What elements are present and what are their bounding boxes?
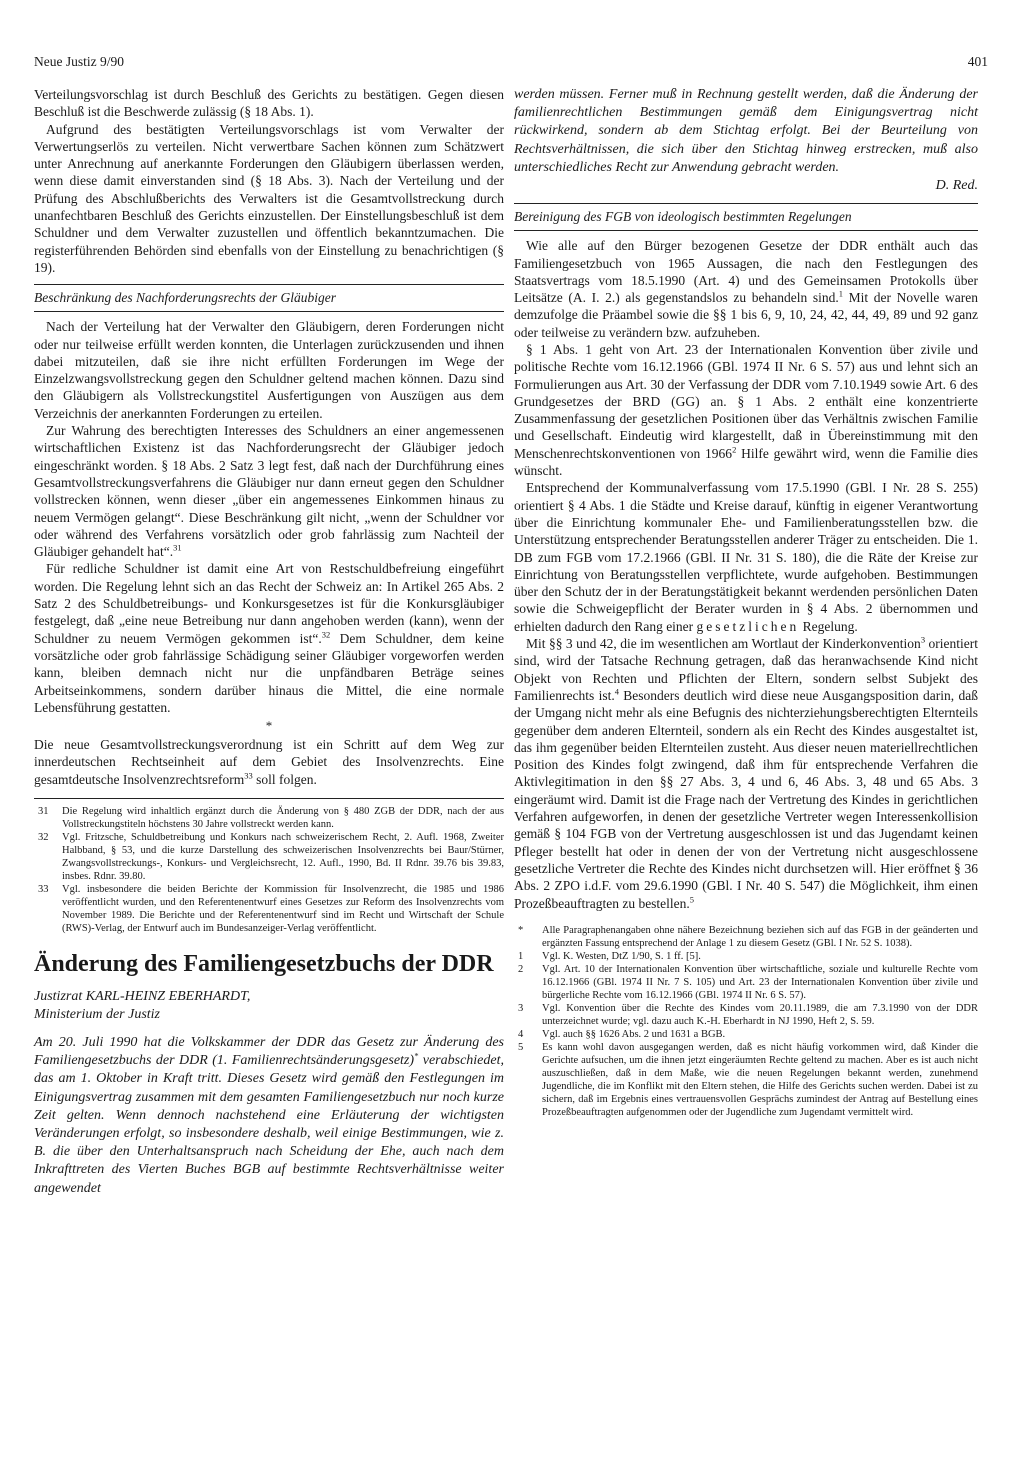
- footnote-number: 4: [518, 1028, 524, 1040]
- editorial-signature: D. Red.: [935, 178, 978, 194]
- footnote-ref: 3: [920, 634, 926, 645]
- footnote: [34, 805, 504, 831]
- footnote-text: Vgl. Art. 10 der Internationalen Konvention über wirtschaftliche, soziale und kulturelle Rechte vom 16.12.1966 (GBl. 1974 II Nr. 7 S. 105) und Art. 23 der Internationalen Konvention über zivile und bürgerliche Rechte vom 16.12.1966 (GBl. 1974 II Nr. 6 S. 57).: [542, 963, 978, 1001]
- footnote-ref: 4: [614, 686, 619, 697]
- footnote-ref: 5: [689, 894, 695, 904]
- article-lead-continued: [514, 86, 978, 195]
- footnote-number: 3: [518, 1002, 524, 1014]
- footnote-text: Alle Paragraphenangaben ohne nähere Bezeichnung beziehen sich auf das FGB in der geänderten und ergänzten Fassung entsprechend der Anlage 1 zu diesem Gesetz (GBl. I Nr. 52 S. 1038).: [542, 924, 978, 949]
- paragraph-text: Dem Schuldner, dem keine vorsätzliche oder grob fahrlässige Schädigung seiner Gläubiger vorgeworfen werden kann, bleiben demnach nicht nur die unpfändbaren Beträge seines Arbeitseinkommens, sondern darüber hinaus die Mittel, die eine normale Lebensführung gestatten.: [34, 630, 505, 715]
- footnote: [514, 950, 978, 963]
- footnote-number: 31: [38, 805, 49, 817]
- footnote-number: 32: [38, 831, 49, 843]
- footnote: [34, 831, 504, 883]
- footnote-ref: 32: [321, 629, 331, 640]
- footnote-text: Vgl. Fritzsche, Schuldbetreibung und Konkurs nach schweizerischem Recht, 2. Aufl. 1968, Zweiter Halbband, § 53, und die kurze Darstellung des schweizerischen Insolvenzrechts bei Baur/Stürner, Zwangsvollstreckungs-, Konkurs- und Vergleichsrecht, 12. Aufl., 1990, Bd. II Rdnr. 39.76 bis 39.83, insbes. Rdnr. 39.80.: [62, 831, 504, 882]
- footnote-text: Vgl. Konvention über die Rechte des Kindes vom 20.11.1989, die am 7.3.1990 von der DDR unterzeichnet wurde; vgl. dazu auch K.-H. Eberhardt in NJ 1990, Heft 2, S. 59.: [542, 1002, 978, 1027]
- author-name: Justizrat KARL-HEINZ EBERHARDT,: [34, 988, 251, 1004]
- footnote-number: *: [518, 924, 524, 936]
- footnote-ref: 1: [838, 288, 843, 299]
- paragraph: Verteilungsvorschlag ist durch Beschluß des Gerichts zu bestätigen. Gegen diesen Beschluß ist die Beschwerde zulässig (§ 18 Abs. 1).: [34, 87, 504, 120]
- author-affiliation: Ministerium der Justiz: [34, 1006, 160, 1022]
- footnote-ref: *: [414, 1050, 419, 1061]
- right-column: [514, 86, 978, 1119]
- article-lead: [34, 1034, 504, 1198]
- paragraph: [514, 341, 978, 479]
- footnotes-left: [34, 798, 504, 935]
- footnote-text: Die Regelung wird inhaltlich ergänzt durch die Änderung von § 480 ZGB der DDR, nach der aus Vollstreckungstiteln höchstens 30 Jahre vollstreckt werden kann.: [62, 805, 504, 830]
- paragraph-text: Zur Wahrung des berechtigten Interesses des Schuldners an einer angemessenen wirtschaftlichen Existenz ist das Nachforderungsrecht der Gläubiger jedoch eingeschränkt worden. § 18 Abs. 2 Satz 3 legt fest, daß nach der Durchführung eines Gesamtvollstreckungsverfahrens die Gläubiger nur dann erneut gegen den Schuldner vollstrecken können, wenn dieser „über ein angemessenes Einkommen hinaus zu neuem Vermögen gelangt“. Diese Beschränkung gilt nicht, „wenn der Schuldner vor oder während des Verfahrens vorsätzlich oder grob fahrlässig zum Nachteil der Gläubiger gehandelt hat“.: [34, 423, 504, 560]
- paragraph-text: Regelung.: [799, 618, 858, 634]
- footnote-ref: 2: [732, 444, 737, 455]
- footnote: [34, 883, 504, 935]
- lead-text: Am 20. Juli 1990 hat die Volkskammer der DDR das Gesetz zur Änderung des Familiengesetzbuchs der DDR (1. Familienrechtsänderungsgesetz): [34, 1034, 504, 1069]
- paragraph: [514, 635, 978, 912]
- footnote-number: 1: [518, 950, 524, 962]
- paragraph-text: Mit §§ 3 und 42, die im wesentlichen am Wortlaut der Kinderkonvention: [526, 636, 921, 652]
- section-heading: Bereinigung des FGB von ideologisch bestimmten Regelungen: [514, 203, 978, 231]
- paragraph: Nach der Verteilung hat der Verwalter den Gläubigern, deren Forderungen nicht oder nur teilweise erfüllt werden konnten, die Unterlagen zurückzusenden und ihnen dabei mitzuteilen, daß sie ihre nicht erfüllten Forderungen im Wege der Einzelzwangsvollstreckung gegen den Schuldner geltend machen können. Dazu sind den Gläubigern als Vollstreckungstitel Ausfertigungen von Auszügen aus dem Verzeichnis der anerkannten Forderungen zu erteilen.: [34, 319, 504, 421]
- paragraph: Aufgrund des bestätigten Verteilungsvorschlags ist vom Verwalter der Verwertungserlös zu verteilen. Nicht verwertbare Sachen können zum Schätzwert unter Anrechnung auf anerkannte Forderungen den Gläubigern überlassen werden, wenn diese damit einverstanden sind (§ 18 Abs. 3). Nach der Verteilung und der Prüfung des Abschlußberichts des Verwalters ist die Gesamtvollstreckung durch unanfechtbaren Beschluß des Gerichts einzustellen. Der Einstellungsbeschluß ist dem Schuldner und dem Verwalter zuzustellen und öffentlich bekanntzumachen. Die registerführenden Behörden sind ebenfalls von der Einstellung zu benachrichtigen (§ 19).: [34, 121, 504, 275]
- footnote: [514, 963, 978, 1002]
- footnote: [514, 924, 978, 950]
- paragraph-text: Die neue Gesamtvollstreckungsverordnung ist ein Schritt auf dem Weg zur innerdeutschen Rechtseinheit auf dem Gebiet des Insolvenzrechts. Eine gesamtdeutsche Insolvenzrechtsreform: [34, 737, 504, 787]
- page-number: 401: [967, 54, 988, 69]
- footnote-text: Vgl. insbesondere die beiden Berichte der Kommission für Insolvenzrecht, die 1985 und 1986 veröffentlicht wurden, und den Referentenentwurf eines Gesetzes zur Reform des Insolvenzrechts vom November 1989. Die Berichte und der Referentenentwurf sind im Recht und Wirtschaft der Schule (RWS)-Verlag, der Entwurf auch im Bundesanzeiger-Verlag veröffentlicht.: [62, 883, 504, 934]
- footnote-text: Vgl. K. Westen, DtZ 1/90, S. 1 ff. [5].: [542, 950, 701, 962]
- author-block: [34, 988, 504, 1024]
- paragraph-text: Mit der Novelle waren demzufolge die Präambel sowie die §§ 1 bis 6, 9, 10, 24, 42, 44, 49, 89 und 92 ganz oder teilweise zu verändern bzw. aufzuheben.: [514, 290, 978, 340]
- paragraph-text: orientiert sind, wird der Tatsache Rechnung getragen, daß das heranwachsende Kind nicht Objekt von Rechten und Pflichten der Eltern, sondern selbst Subjekt des Familienrechts ist.: [514, 636, 979, 703]
- paragraph-text: Für redliche Schuldner ist damit eine Art von Restschuldbefreiung eingeführt worden. Die Regelung lehnt sich an das Recht der Schweiz an: In Artikel 265 Abs. 2 Satz 2 des Schuldbetreibungs- und Konkursgesetzes ist für die Konkursgläubiger festgelegt, daß „eine neue Betreibung nur dann angehoben werden (kann), wenn der Schuldner zu neuem Vermögen gekommen ist“.: [34, 561, 504, 646]
- section-separator: *: [265, 718, 273, 734]
- lead-paragraph: werden müssen. Ferner muß in Rechnung gestellt werden, daß die Änderung der familienrechtlichen Bestimmungen gemäß dem Einigungsvertrag nicht rückwirkend, sondern ab dem Stichtag erfolgt. Bei der Beurteilung von Rechtsverhältnissen, die sich über den Stichtag hinweg erstrecken, muß also unterschiedliches Recht zur Anwendung gebracht werden.: [514, 87, 978, 175]
- footnote-number: 5: [518, 1041, 524, 1053]
- footnote-ref: 33: [244, 770, 253, 781]
- running-header-journal: Neue Justiz 9/90: [34, 54, 124, 69]
- section-heading: Beschränkung des Nachforderungsrechts der Gläubiger: [34, 284, 504, 312]
- paragraph: [34, 422, 504, 560]
- paragraph: [34, 560, 504, 716]
- footnote: [514, 1028, 978, 1041]
- paragraph: [514, 479, 978, 635]
- paragraph-text: Hilfe gewährt wird, wenn die Familie dies wünscht.: [514, 445, 978, 479]
- footnote-text: Es kann wohl davon ausgegangen werden, daß es nicht häufig vorkommen wird, daß Kinder die Gerichte aufsuchen, um die ihnen jetzt eingeräumten Rechte geltend zu machen. Aber es ist auch nicht auszuschließen, daß in dem Maße, wie die neuen Regelungen bekannt werden, zunehmend Jugendliche, die im Konflikt mit den Eltern stehen, die Hilfe des Gerichts suchen werden. Dabei ist zu sichern, daß im Ergebnis eines vertrauensvollen Gesprächs zumindest der Antrag auf Bestellung eines Prozeßbeauftragten aufgenommen oder der Jugendliche zum Jugendamt vermittelt wird.: [542, 1041, 978, 1118]
- footnotes-right: [514, 918, 978, 1119]
- paragraph-text: Entsprechend der Kommunalverfassung vom 17.5.1990 (GBl. I Nr. 28 S. 255) orientiert § 4 Abs. 1 die Städte und Kreise darauf, künftig in eigener Verantwortung über die Einrichtung kommunaler Ehe- und Familienberatungsstellen bzw. die Unterstützung entsprechender Beratungsstellen anderer Träger zu entscheiden. Die 1. DB zum FGB vom 17.2.1966 (GBl. II Nr. 31 S. 180), die die Räte der Kreise zur Einrichtung von Beratungsstellen verpflichtete, wurde aufgehoben. Bestimmungen über den Schutz der in der Beratungstätigkeit bekannt werdenden persönlichen Daten sowie die Schweigepflicht der Berater wurden in § 4 Abs. 2 übernommen und erhielten dadurch den Rang einer: [514, 480, 978, 634]
- footnote: [514, 1041, 978, 1119]
- paragraph: [34, 736, 504, 788]
- lead-paragraph: [34, 1034, 504, 1198]
- footnote-ref: 31: [173, 542, 182, 553]
- paragraph: [514, 237, 978, 341]
- footnote-text: Vgl. auch §§ 1626 Abs. 2 und 1631 a BGB.: [542, 1028, 726, 1040]
- article-title: Änderung des Familiengesetzbuchs der DDR: [34, 950, 494, 977]
- footnote-number: 2: [518, 963, 524, 975]
- lead-text: verabschiedet, das am 1. Oktober in Kraft tritt. Dieses Gesetz wird gemäß den Festlegungen im Einigungsvertrag zusammen mit dem gesamten Familiengesetzbuch nur noch kurze Zeit gelten. Wenn dennoch nachstehend eine Erläuterung der wichtigsten Veränderungen erfolgt, so insbesondere deshalb, weil einige Bestimmungen, wie z. B. die über den Unterhaltsanspruch nach Scheidung der Ehe, auch nach dem Inkrafttreten des Vierten Buches BGB auf bestimmte Rechtsverhältnisse weiter angewendet: [34, 1053, 504, 1196]
- left-column: [34, 86, 504, 1198]
- paragraph-text: Besonders deutlich wird diese neue Ausgangsposition darin, daß der Umgang nicht mehr als eine Befugnis des nichterziehungsberechtigten Elternteils gegenüber dem anderen Elternteil, sondern als ein Recht des Kindes ausgestaltet ist, das ihm gegenüber beiden Elternteilen zusteht. Aus dieser neuen materiellrechtlichen Position des Kindes folgt zwingend, daß ihm für entsprechende Verfahren die Aktivlegitimation in den §§ 27 Abs. 3, 4 und 6, 46 Abs. 3, 48 und 65 Abs. 3 eingeräumt wird. Damit ist die Frage nach der Vertretung des Kindes in gerichtlichen Verfahren aufgeworfen, in denen der gesetzliche Vertreter wegen Interessenkollision gemäß § 104 FGB von der Vertretung ausgeschlossen ist und das Jugendamt keinen Pfleger bestellt hat oder in denen der von der Vertretung nicht ausgeschlossene gesetzliche Vertreter die Rechte des Kindes nicht durchsetzen will. Hier eröffnet § 36 Abs. 2 ZPO i.d.F. vom 29.6.1990 (GBl. I Nr. 40 S. 547) die Möglichkeit, ihm einen Prozeßbeauftragten zu bestellen.: [514, 687, 978, 911]
- footnote-number: 33: [38, 883, 49, 895]
- editorial-signature-line: [514, 177, 978, 195]
- footnote: [514, 1002, 978, 1028]
- paragraph-text: § 1 Abs. 1 geht von Art. 23 der Internationalen Konvention über zivile und politische Rechte vom 16.12.1966 (GBl. 1974 II Nr. 6 S. 57) aus und lehnt sich an Formulierungen aus Art. 30 der Verfassung der DDR vom 7.10.1949 sowie Art. 6 des Grundgesetzes der BRD (GG) an. § 1 Abs. 2 enthält eine konzentrierte Zusammenfassung der gesetzlichen Positionen über das Verhältnis zwischen Familie und Gesellschaft. Eindeutig wird klargestellt, daß in Übereinstimmung mit den Menschenrechtskonventionen von 1966: [514, 342, 978, 461]
- paragraph-text: Wie alle auf den Bürger bezogenen Gesetze der DDR enthält auch das Familiengesetzbuch von 1965 Aussagen, die nach den Festlegungen des Staatsvertrags vom 18.5.1990 (Art. 4) und des Gemeinsamen Protokolls über Leitsätze (A. I. 2.) als gegenstandslos zu behandeln sind.: [514, 238, 978, 306]
- spaced-emphasis: gesetzlichen: [696, 618, 800, 634]
- paragraph-text: soll folgen.: [252, 771, 317, 787]
